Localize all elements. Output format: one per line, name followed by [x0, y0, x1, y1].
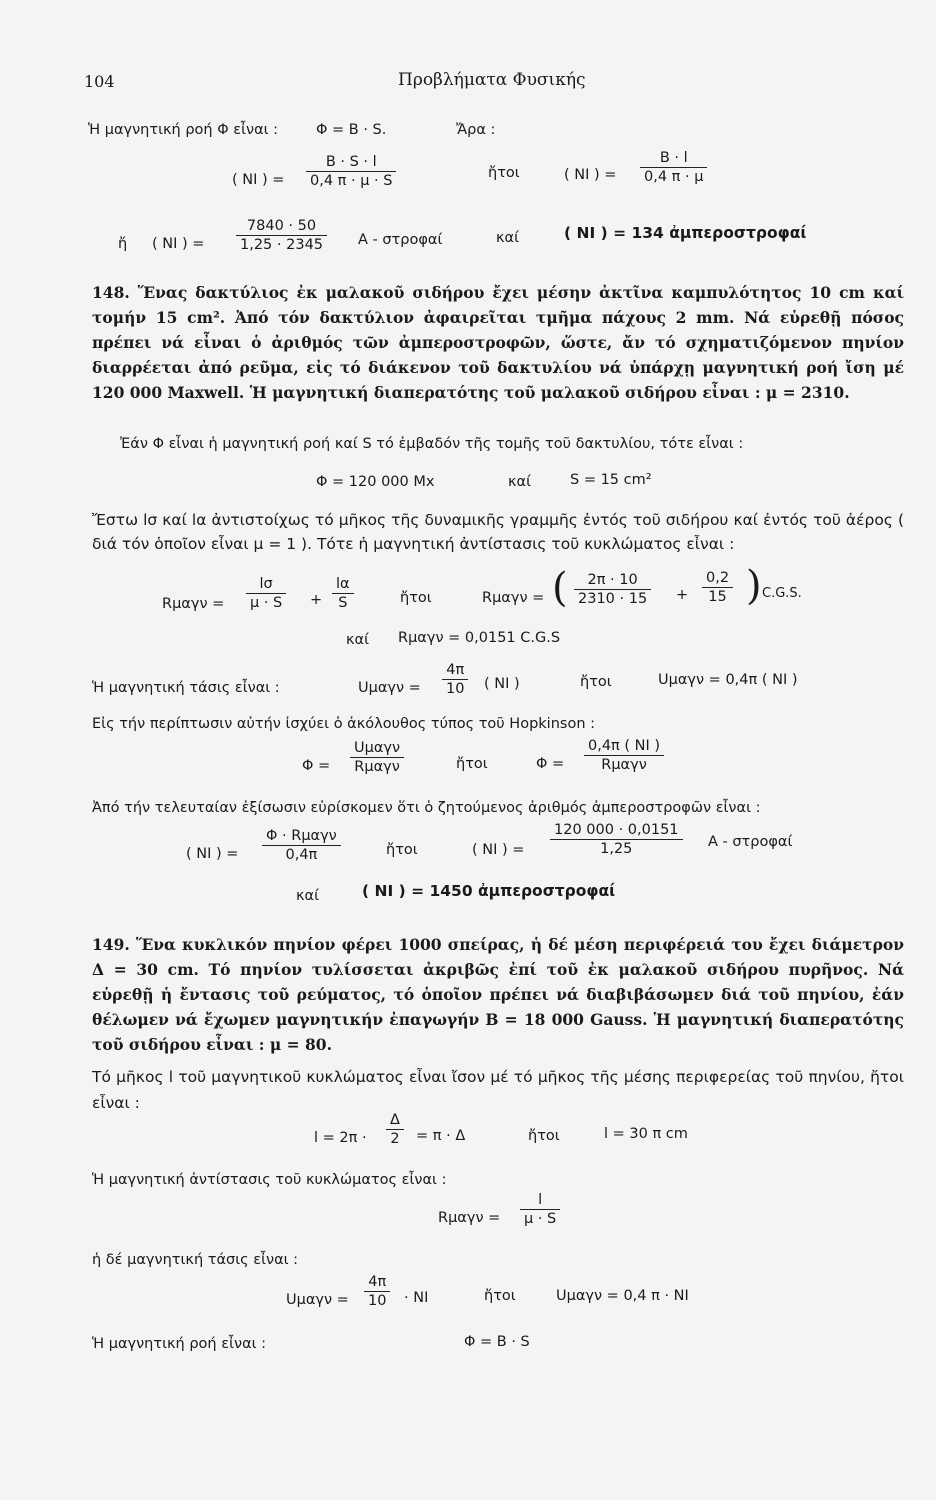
phi-lhs-2: Φ = — [536, 756, 565, 772]
r-lhs: Rμαγν = — [162, 596, 225, 612]
ni-lhs-b: ( NI ) = — [472, 842, 525, 858]
u-result: Uμαγν = 0,4π ( NI ) — [658, 672, 798, 688]
phi-numerator: Uμαγν — [350, 740, 404, 758]
page-number: 104 — [84, 72, 115, 91]
u-fraction-149 — [364, 1274, 390, 1309]
unit-148: A - στροφαί — [708, 834, 793, 850]
u-denominator-149: 10 — [368, 1293, 387, 1309]
phi-denominator-2: Rμαγν — [601, 757, 647, 773]
u-lhs-149: Uμαγν = — [286, 1292, 349, 1308]
r-fraction-d — [702, 570, 733, 605]
kai-4: καί — [296, 888, 320, 904]
plus-sign: + — [310, 592, 323, 608]
etoi-6: ἤτοι — [528, 1128, 560, 1144]
r-fraction-b — [332, 576, 354, 611]
ni-denominator-b: 1,25 — [600, 841, 633, 857]
esto-text: Ἔστω lσ καί lα ἀντιστοίχως τό μῆκος τῆς δυναμικῆς γραμμῆς ἐντός τοῦ σιδήρου καί ἐντός τοῦ ἀέρος ( διά τόν ὁποῖον εἶναι μ = 1 ). Τότε ἡ μαγνητική ἀντίστασις τοῦ κυκλώματος εἶναι : — [92, 511, 904, 553]
r-denominator-c: 2310 · 15 — [578, 591, 648, 607]
problem-149-text: 149. Ἕνα κυκλικόν πηνίον φέρει 1000 σπείρας, ἡ δέ μέση περιφέρειά του ἔχει διάμετρον Δ = 30 cm. Τό πηνίον τυλίσσεται ἀκριβῶς ἐπί τοῦ ἐκ μαλακοῦ σιδήρου πυρῆνος. Νά εὑρεθῇ ἡ ἔντασις τοῦ ρεύματος, τό ὁποῖον πρέπει νά διαβιβάσωμεν διά τοῦ πηνίου, ἐάν θέλωμεν νά ἔχωμεν μαγνητικήν ἐπαγωγήν B = 18 000 Gauss. Ἡ μαγνητική διαπερατότης τοῦ σιδήρου εἶναι : μ = 80. — [92, 935, 904, 1054]
ni-numerator: Φ · Rμαγν — [262, 828, 341, 846]
r-denominator-a: μ · S — [250, 595, 283, 611]
ni-denominator-1: 0,4 π · μ · S — [310, 173, 393, 189]
etoi-2: ἤτοι — [400, 590, 432, 606]
cgs-unit: C.G.S. — [762, 586, 802, 601]
ni-lhs-1: ( NI ) = — [232, 172, 285, 188]
running-title: Προβλήματα Φυσικής — [398, 70, 586, 90]
ni-numerator-2: B · l — [640, 150, 707, 168]
ni-lhs: ( NI ) = — [186, 846, 239, 862]
l-fraction — [386, 1112, 404, 1147]
given-s: S = 15 cm² — [570, 472, 652, 488]
length-intro: Τό μῆκος l τοῦ μαγνητικοῦ κυκλώματος εἶναι ἴσον μέ τό μῆκος τῆς μέσης περιφερείας τοῦ πηνίου, ἤτοι εἶναι : — [92, 1068, 904, 1112]
r-numerator-a: lσ — [246, 576, 286, 594]
phi-lhs: Φ = — [302, 758, 331, 774]
r-numerator-d: 0,2 — [702, 570, 733, 588]
tension-intro-149: ἡ δέ μαγνητική τάσις εἶναι : — [92, 1252, 299, 1268]
u-numerator-149: 4π — [364, 1274, 390, 1292]
kai-2: καί — [508, 474, 532, 490]
last-eq-intro: Ἀπό τήν τελευταίαν ἐξίσωσιν εὑρίσκομεν ὅτι ὁ ζητούμενος ἀριθμός ἀμπεροστροφῶν εἶναι : — [92, 800, 761, 816]
ni-denominator-3: 1,25 · 2345 — [240, 237, 324, 253]
u-result-149: Uμαγν = 0,4 π · NI — [556, 1288, 689, 1304]
flux-intro: Ἡ μαγνητική ροή Φ εἶναι : — [88, 122, 279, 138]
etoi-7: ἤτοι — [484, 1288, 516, 1304]
kai-1: καί — [496, 230, 520, 246]
ni-fraction-3 — [236, 218, 327, 253]
unit-3: A - στροφαί — [358, 232, 443, 248]
etoi-4: ἤτοι — [456, 756, 488, 772]
ni-fraction-1 — [306, 154, 396, 189]
phi-fraction — [350, 740, 404, 775]
u-rhs: ( NI ) — [484, 676, 520, 692]
r-lhs-2: Rμαγν = — [482, 590, 545, 606]
r-denominator-d: 15 — [708, 589, 727, 605]
hopkinson-text: Εἰς τήν περίπτωσιν αὐτήν ἰσχύει ὁ ἀκόλουθος τύπος τοῦ Hopkinson : — [92, 716, 595, 732]
u-rhs-149: · NI — [404, 1290, 429, 1306]
ni-denominator: 0,4π — [285, 847, 318, 863]
ni-numerator-1: B · S · l — [306, 154, 396, 172]
etoi-3: ἤτοι — [580, 674, 612, 690]
l-numerator: Δ — [386, 1112, 404, 1130]
ni-fraction — [262, 828, 341, 863]
r-numerator-b: lα — [332, 576, 354, 594]
r-fraction-149 — [520, 1192, 560, 1227]
ni-numerator-3: 7840 · 50 — [236, 218, 327, 236]
ni-lhs-2: ( NI ) = — [564, 167, 617, 183]
phi-denominator: Rμαγν — [354, 759, 400, 775]
u-numerator: 4π — [442, 662, 468, 680]
l-rhs: = π · Δ — [416, 1128, 466, 1144]
r-fraction-c — [574, 572, 651, 607]
result-147: ( NI ) = 134 ἀμπεροστροφαί — [564, 224, 807, 242]
phi-fraction-2 — [584, 738, 664, 773]
u-fraction — [442, 662, 468, 697]
kai-3: καί — [346, 632, 370, 648]
plus-sign-2: + — [676, 587, 689, 603]
problem-148-text: 148. Ἕνας δακτύλιος ἐκ μαλακοῦ σιδήρου ἔχει μέσην ἀκτῖνα καμπυλότητος 10 cm καί τομήν 15 cm². Ἀπό τόν δακτύλιον ἀφαιρεῖται τμῆμα πάχους 2 mm. Νά εὑρεθῇ πόσος πρέπει νά εἶναι ὁ ἀριθμός τῶν ἀμπεροστροφῶν, ὥστε, ἄν τό σχηματιζόμενον πηνίον διαρρέεται ἀπό ρεῦμα, εἰς τό διάκενον τοῦ δακτυλίου νά ὑπάρχῃ μαγνητική ροή ἴση μέ 120 000 Maxwell. Ἡ μαγνητική διαπερατότης τοῦ μαλακοῦ σιδήρου εἶναι : μ = 2310. — [92, 283, 904, 402]
r-numerator-c: 2π · 10 — [574, 572, 651, 590]
r-denominator-b: S — [338, 595, 348, 611]
tension-intro: Ἡ μαγνητική τάσις εἶναι : — [92, 680, 280, 696]
etoi-1: ἤτοι — [488, 165, 520, 181]
flux-eq-149: Φ = B · S — [464, 1334, 530, 1350]
right-paren: ) — [746, 563, 762, 609]
r-numerator-149: l — [520, 1192, 560, 1210]
res-intro-149: Ἡ μαγνητική ἀντίστασις τοῦ κυκλώματος εἶναι : — [92, 1172, 447, 1188]
e-text: ἤ — [118, 236, 128, 252]
given-intro: Ἐάν Φ εἶναι ἡ μαγνητική ροή καί S τό ἐμβαδόν τῆς τομῆς τοῦ δακτυλίου, τότε εἶναι : — [120, 436, 744, 452]
r-fraction-a — [246, 576, 286, 611]
l-result: l = 30 π cm — [604, 1126, 688, 1142]
l-denominator: 2 — [390, 1131, 400, 1147]
r-lhs-149: Rμαγν = — [438, 1210, 501, 1226]
etoi-5: ἤτοι — [386, 842, 418, 858]
given-phi: Φ = 120 000 Mx — [316, 474, 435, 490]
l-lhs: l = 2π · — [314, 1130, 367, 1146]
left-paren: ( — [552, 565, 568, 611]
flux-eq: Φ = B · S. — [316, 122, 387, 138]
ni-lhs-3: ( NI ) = — [152, 236, 205, 252]
ni-fraction-b — [550, 822, 683, 857]
r-denominator-149: μ · S — [524, 1211, 557, 1227]
u-denominator: 10 — [446, 681, 465, 697]
u-lhs: Uμαγν = — [358, 680, 421, 696]
flux-intro-149: Ἡ μαγνητική ροή εἶναι : — [92, 1336, 267, 1352]
ni-denominator-2: 0,4 π · μ — [644, 169, 704, 185]
r-value: Rμαγν = 0,0151 C.G.S — [398, 630, 561, 646]
ara-text: Ἄρα : — [456, 122, 496, 138]
ni-fraction-2 — [640, 150, 707, 185]
result-148: ( NI ) = 1450 ἀμπεροστροφαί — [362, 882, 616, 900]
ni-numerator-b: 120 000 · 0,0151 — [550, 822, 683, 840]
phi-numerator-2: 0,4π ( NI ) — [584, 738, 664, 756]
